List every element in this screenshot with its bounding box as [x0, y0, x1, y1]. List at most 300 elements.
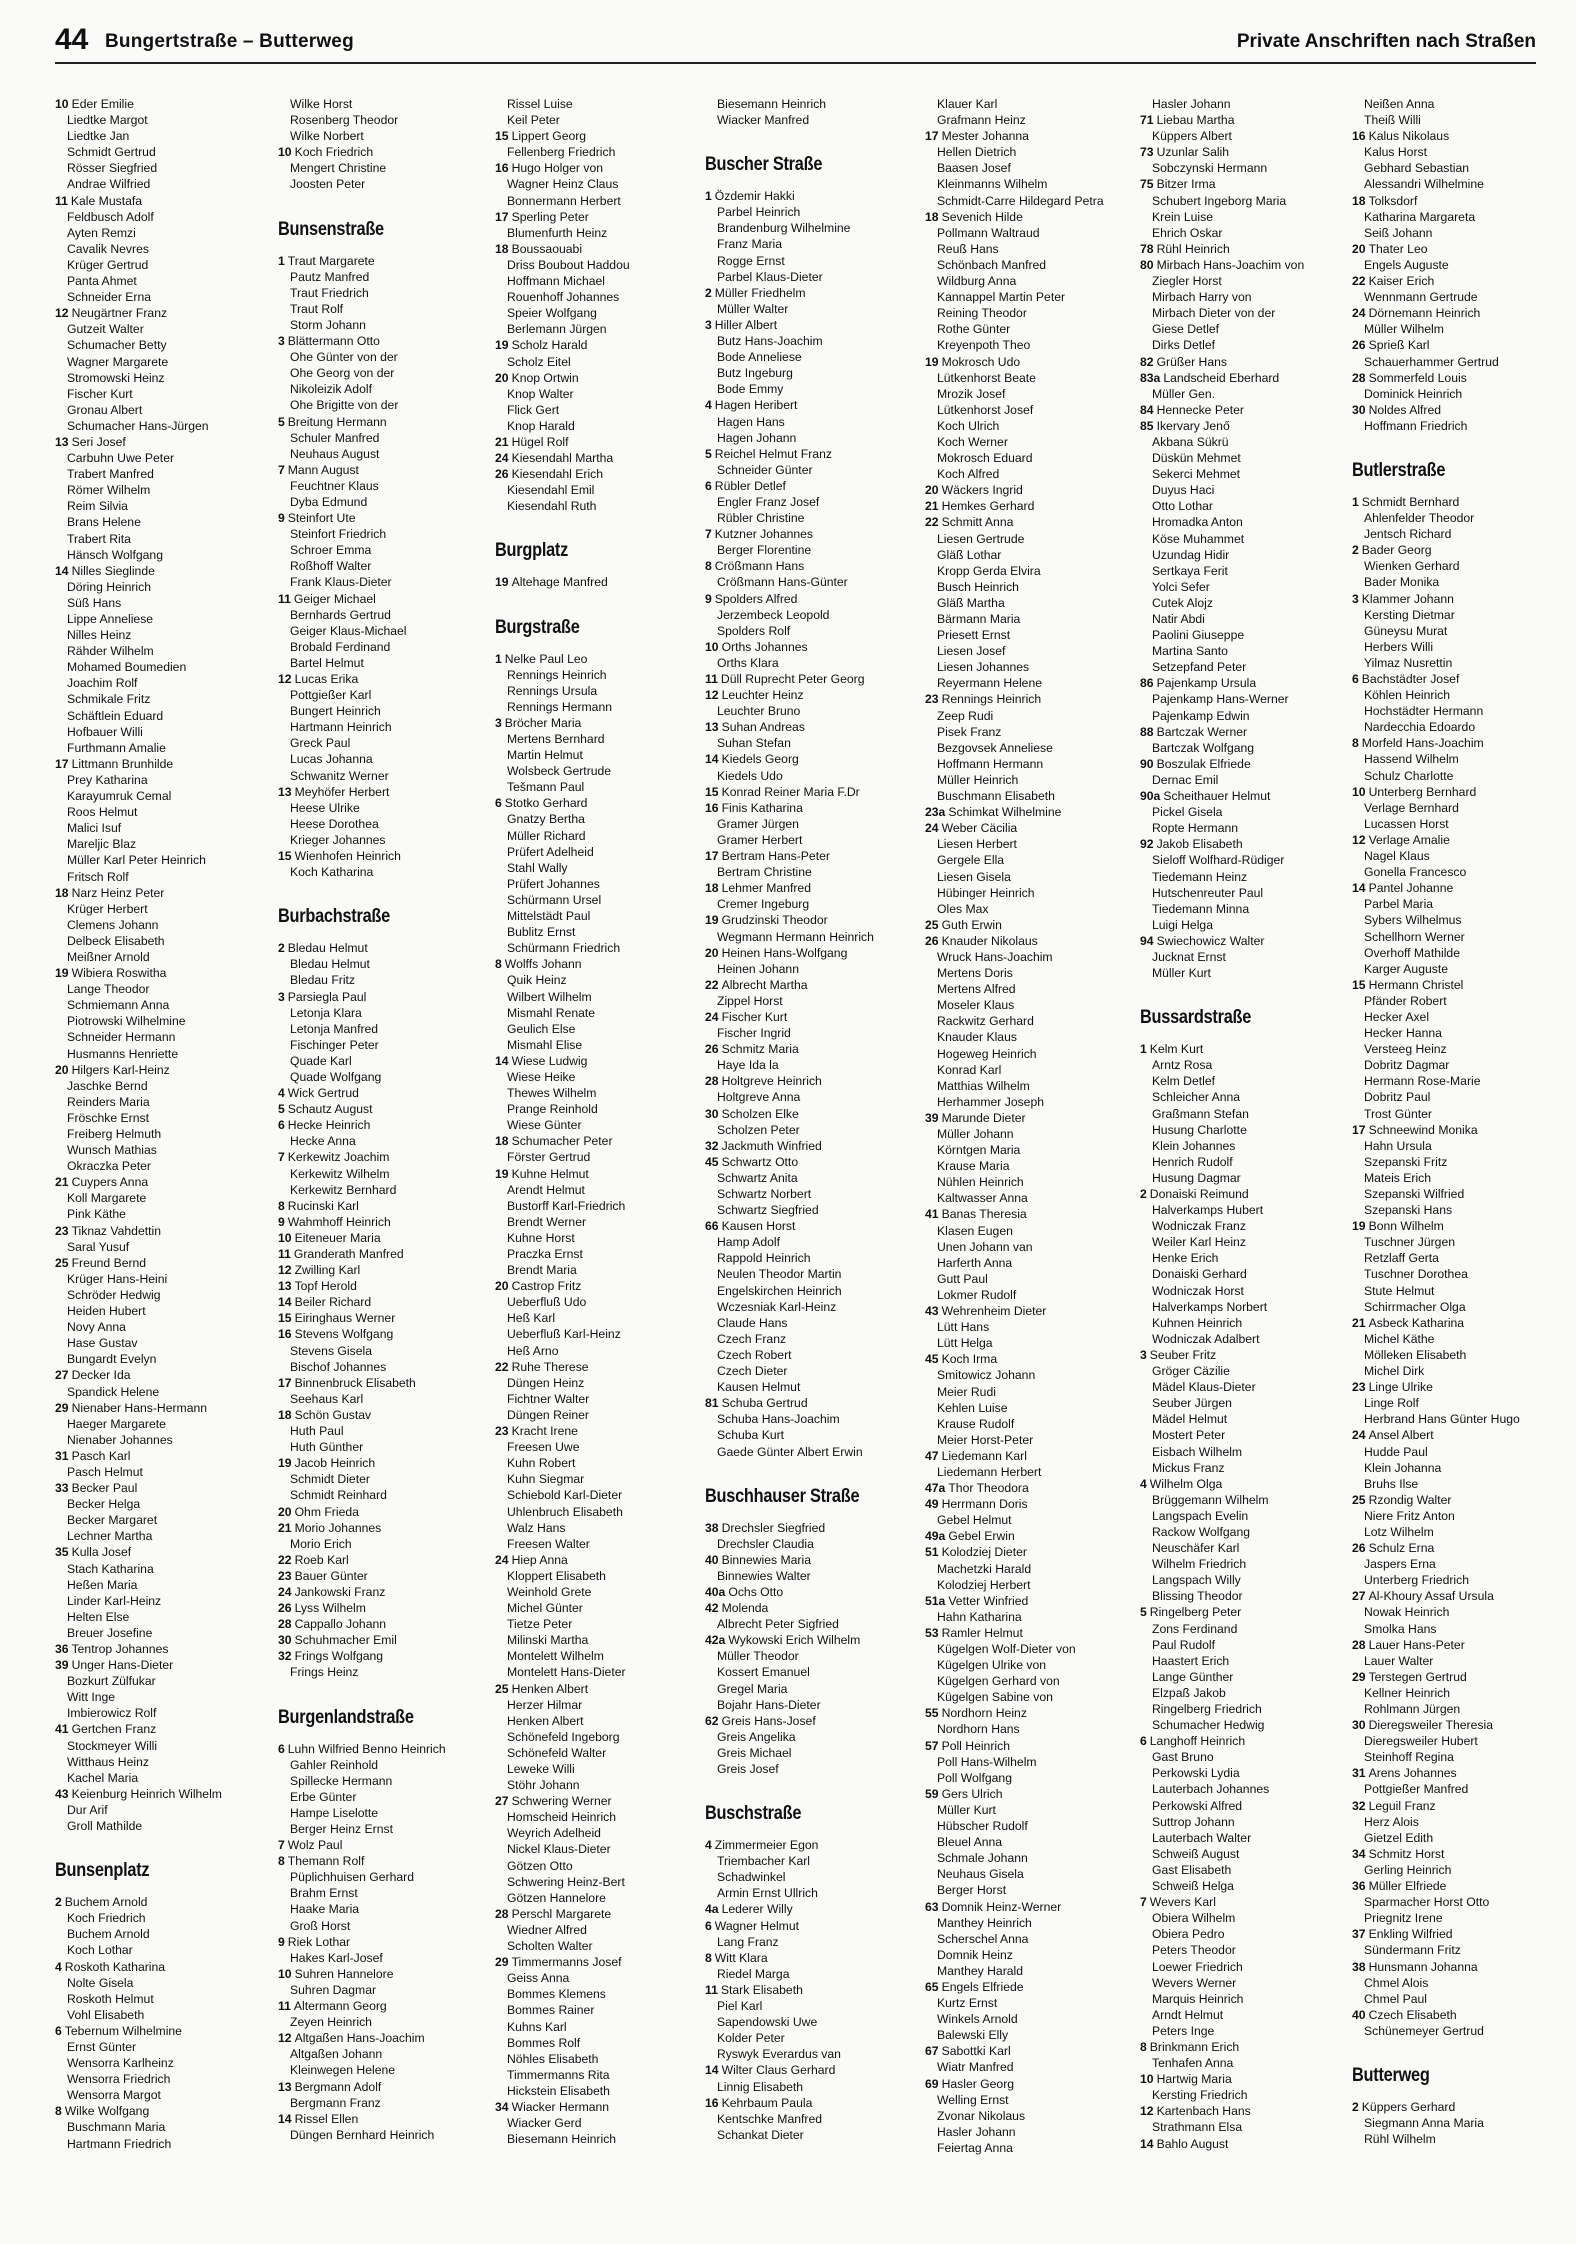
resident-entry: [705, 1331, 917, 1347]
resident-name: Jacob Heinrich: [294, 1456, 376, 1471]
house-number: 23: [925, 692, 939, 707]
resident-entry: [1140, 1781, 1352, 1797]
resident-entry: [55, 1609, 267, 1625]
resident-name: Rothe Günter: [937, 322, 1011, 337]
house-number: 23: [495, 1424, 509, 1439]
resident-name: Wevers Werner: [1152, 1975, 1237, 1990]
resident-name: Knauder Klaus: [937, 1030, 1017, 1045]
resident-entry: [495, 667, 707, 683]
resident-name: Wäckers Ingrid: [941, 483, 1023, 498]
house-number: 14: [495, 1053, 509, 1068]
resident-name: Bruhs Ilse: [1364, 1476, 1419, 1491]
resident-name: Ernst Günter: [67, 2039, 137, 2054]
resident-name: Ueberfluß Karl-Heinz: [507, 1327, 621, 1342]
resident-entry: [495, 1101, 707, 1117]
resident-entry: [495, 1536, 707, 1552]
resident-entry: [278, 1021, 490, 1037]
resident-name: Morfeld Hans-Joachim: [1361, 736, 1484, 751]
resident-name: Schönefeld Ingeborg: [507, 1729, 620, 1744]
resident-entry: [925, 595, 1137, 611]
resident-name: Szepanski Hans: [1364, 1203, 1453, 1218]
resident-name: Bröcher Maria: [504, 715, 582, 730]
resident-entry: [1140, 386, 1352, 402]
resident-entry: [1352, 977, 1564, 993]
resident-entry: [1352, 1202, 1564, 1218]
resident-entry: [55, 482, 267, 498]
resident-name: Frings Heinz: [290, 1665, 359, 1680]
resident-name: Krüger Gertrud: [67, 257, 149, 272]
resident-name: Wilhelm Friedrich: [1152, 1557, 1247, 1572]
resident-entry: [1352, 558, 1564, 574]
resident-name: Mickus Franz: [1152, 1460, 1225, 1475]
resident-name: Wegmann Hermann Heinrich: [717, 929, 874, 944]
house-number: 65: [925, 1979, 939, 1994]
resident-name: Quade Wolfgang: [290, 1069, 382, 1084]
resident-name: Schumacher Hedwig: [1152, 1718, 1265, 1733]
house-number: 14: [1352, 881, 1366, 896]
resident-entry: [55, 756, 267, 772]
resident-name: Delbeck Elisabeth: [67, 933, 165, 948]
resident-name: Schuhmacher Emil: [294, 1633, 397, 1648]
resident-entry: [278, 768, 490, 784]
resident-entry: [925, 1770, 1137, 1786]
resident-entry: [925, 2124, 1137, 2140]
resident-name: Gebhard Sebastian: [1364, 161, 1470, 176]
resident-entry: [495, 989, 707, 1005]
resident-entry: [1352, 1347, 1564, 1363]
resident-entry: [1352, 591, 1564, 607]
resident-entry: [278, 956, 490, 972]
resident-name: Rühl Wilhelm: [1364, 2132, 1436, 2147]
resident-entry: [925, 2108, 1137, 2124]
resident-name: Engels Auguste: [1364, 257, 1449, 272]
resident-name: Langhoff Heinrich: [1149, 1734, 1246, 1749]
resident-name: Heese Ulrike: [290, 800, 360, 815]
resident-entry: [495, 289, 707, 305]
resident-name: Blumenfurth Heinz: [507, 225, 608, 240]
resident-entry: [278, 112, 490, 128]
resident-name: Bartczak Wolfgang: [1152, 740, 1255, 755]
resident-entry: [278, 333, 490, 349]
resident-name: Wodniczak Adalbert: [1152, 1331, 1260, 1346]
resident-entry: [1140, 2136, 1352, 2152]
resident-name: Witt Inge: [67, 1690, 116, 1705]
house-number: 81: [705, 1396, 719, 1411]
house-number: 3: [278, 334, 285, 349]
resident-name: Kolodziej Dieter: [941, 1545, 1027, 1560]
resident-entry: [705, 1729, 917, 1745]
resident-name: Wodniczak Franz: [1152, 1219, 1246, 1234]
resident-name: Reim Silvia: [67, 499, 128, 514]
resident-name: Weyrich Adelheid: [507, 1826, 601, 1841]
resident-entry: [1140, 466, 1352, 482]
resident-entry: [278, 397, 490, 413]
resident-entry: [278, 1246, 490, 1262]
resident-name: Drechsler Siegfried: [721, 1520, 826, 1535]
resident-name: Narz Heinz Peter: [71, 885, 165, 900]
resident-entry: [1352, 1588, 1564, 1604]
house-number: 12: [278, 1263, 292, 1278]
resident-entry: [495, 1568, 707, 1584]
resident-entry: [705, 1154, 917, 1170]
directory-column-6: [1140, 96, 1352, 2152]
resident-name: Kerkewitz Bernhard: [290, 1182, 397, 1197]
resident-name: Fischer Kurt: [67, 386, 133, 401]
resident-entry: [705, 2030, 917, 2046]
resident-entry: [495, 1745, 707, 1761]
resident-name: Liesen Herbert: [937, 837, 1017, 852]
resident-entry: [278, 1664, 490, 1680]
house-number: 36: [1352, 1879, 1366, 1894]
resident-entry: [55, 370, 267, 386]
resident-entry: [55, 2136, 267, 2152]
house-number: 20: [1352, 241, 1366, 256]
house-number: 6: [705, 478, 712, 493]
resident-name: Verlage Bernhard: [1364, 800, 1459, 815]
resident-name: Süß Hans: [67, 595, 122, 610]
resident-entry: [495, 574, 707, 590]
resident-entry: [278, 719, 490, 735]
house-number: 28: [1352, 370, 1366, 385]
resident-entry: [705, 1681, 917, 1697]
resident-name: Scholz Harald: [511, 338, 588, 353]
resident-name: Koch Friedrich: [294, 145, 374, 160]
resident-name: Pajenkamp Hans-Werner: [1152, 692, 1289, 707]
resident-name: Hermann Christel: [1368, 977, 1464, 992]
resident-name: Mismahl Renate: [507, 1005, 596, 1020]
resident-name: Andrae Wilfried: [67, 177, 151, 192]
resident-entry: [55, 643, 267, 659]
resident-entry: [495, 193, 707, 209]
resident-entry: [278, 144, 490, 160]
resident-entry: [278, 1262, 490, 1278]
resident-entry: [1140, 852, 1352, 868]
resident-name: Tuschner Jürgen: [1364, 1235, 1456, 1250]
resident-name: Feuchtner Klaus: [290, 478, 379, 493]
resident-entry: [705, 1520, 917, 1536]
house-number: 28: [705, 1074, 719, 1089]
resident-name: Hasler Johann: [1152, 97, 1231, 111]
house-number: 37: [1352, 1927, 1366, 1942]
house-number: 12: [1352, 832, 1366, 847]
resident-name: Flick Gert: [507, 402, 560, 417]
resident-name: Dominick Heinrich: [1364, 386, 1463, 401]
resident-name: Suhan Andreas: [721, 720, 805, 735]
resident-name: Fischer Ingrid: [717, 1026, 791, 1041]
resident-entry: [925, 176, 1137, 192]
resident-entry: [278, 1885, 490, 1901]
house-number: 11: [705, 672, 718, 686]
house-number: 3: [705, 317, 712, 332]
resident-name: Mengert Christine: [290, 161, 387, 176]
resident-name: Kannappel Martin Peter: [937, 290, 1066, 305]
resident-entry: [278, 2111, 490, 2127]
resident-name: Hahn Katharina: [937, 1609, 1022, 1624]
resident-entry: [495, 1858, 707, 1874]
resident-entry: [1352, 542, 1564, 558]
resident-name: Butz Ingeburg: [717, 366, 793, 381]
house-number: 31: [55, 1448, 69, 1463]
resident-name: Sparmacher Horst Otto: [1364, 1895, 1490, 1910]
resident-name: Grüßer Hans: [1156, 354, 1227, 369]
resident-name: Wilke Wolfgang: [64, 2104, 150, 2119]
resident-name: Wensorra Karlheinz: [67, 2056, 174, 2071]
street-heading: Butlerstraße: [1352, 459, 1446, 481]
house-number: 38: [1352, 1959, 1366, 1974]
resident-entry: [1140, 1347, 1352, 1363]
resident-entry: [495, 2035, 707, 2051]
resident-name: Fischinger Peter: [290, 1037, 379, 1052]
resident-entry: [1352, 687, 1564, 703]
resident-entry: [1352, 112, 1564, 128]
resident-name: Mirbach Dieter von der: [1152, 306, 1276, 321]
resident-name: Ramler Helmut: [941, 1625, 1023, 1640]
resident-name: Milinski Martha: [507, 1633, 589, 1648]
resident-entry: [278, 1069, 490, 1085]
resident-entry: [495, 160, 707, 176]
house-number: 62: [705, 1713, 719, 1728]
resident-name: Arendt Helmut: [507, 1182, 585, 1197]
resident-name: Traut Rolf: [290, 301, 344, 316]
resident-name: Lucassen Horst: [1364, 816, 1449, 831]
resident-name: Rucinski Karl: [287, 1198, 359, 1213]
resident-entry: [1140, 1926, 1352, 1942]
resident-entry: [925, 1544, 1137, 1560]
resident-name: Rissel Luise: [507, 97, 573, 111]
resident-entry: [278, 848, 490, 864]
resident-entry: [55, 1384, 267, 1400]
house-number: 11: [705, 1982, 718, 1997]
resident-name: Kiedels Georg: [721, 752, 799, 767]
resident-name: Granderath Manfred: [293, 1247, 404, 1261]
resident-entry: [55, 1013, 267, 1029]
resident-entry: [925, 1351, 1137, 1367]
resident-entry: [1352, 1411, 1564, 1427]
resident-entry: [278, 1648, 490, 1664]
resident-entry: [278, 1616, 490, 1632]
resident-name: Pink Käthe: [67, 1207, 126, 1222]
resident-entry: [55, 2055, 267, 2071]
resident-entry: [1140, 1508, 1352, 1524]
house-number: 2: [1352, 543, 1359, 558]
resident-name: Schwartz Otto: [721, 1154, 799, 1169]
resident-name: Wodniczak Horst: [1152, 1283, 1244, 1298]
resident-entry: [1352, 1685, 1564, 1701]
resident-name: Poll Heinrich: [941, 1738, 1010, 1753]
resident-name: Wruck Hans-Joachim: [937, 949, 1053, 964]
resident-name: Liebau Martha: [1156, 113, 1235, 128]
resident-entry: [278, 526, 490, 542]
resident-entry: [705, 1584, 917, 1600]
resident-name: Haastert Erich: [1152, 1653, 1230, 1668]
resident-name: Landscheid Eberhard: [1163, 370, 1280, 385]
resident-entry: [55, 1802, 267, 1818]
resident-name: Wunsch Mathias: [67, 1143, 157, 1158]
resident-entry: [55, 1641, 267, 1657]
resident-name: Schmitz Horst: [1368, 1846, 1445, 1861]
house-number: 25: [55, 1255, 69, 1270]
resident-name: Paolini Giuseppe: [1152, 628, 1245, 643]
resident-name: Wilter Claus Gerhard: [721, 2063, 836, 2078]
resident-name: Scherschel Anna: [937, 1931, 1029, 1946]
resident-entry: [1352, 1540, 1564, 1556]
resident-name: Wykowski Erich Wilhelm: [728, 1633, 861, 1648]
resident-entry: [55, 96, 267, 112]
house-number: 8: [495, 957, 502, 972]
resident-entry: [55, 1770, 267, 1786]
resident-entry: [278, 1343, 490, 1359]
resident-entry: [278, 687, 490, 703]
resident-name: Sobczynski Hermann: [1152, 161, 1268, 176]
resident-name: Schmitt Anna: [941, 515, 1014, 530]
resident-entry: [1352, 193, 1564, 209]
resident-name: Kurtz Ernst: [937, 1996, 998, 2011]
resident-entry: [55, 498, 267, 514]
house-number: 26: [495, 467, 509, 482]
house-number: 20: [925, 483, 939, 498]
resident-entry: [55, 1625, 267, 1641]
house-number: 39: [55, 1658, 69, 1673]
resident-entry: [1140, 1266, 1352, 1282]
resident-entry: [705, 285, 917, 301]
resident-entry: [925, 708, 1137, 724]
resident-name: Pasch Helmut: [67, 1464, 143, 1479]
resident-name: Suhren Dagmar: [290, 1982, 377, 1997]
resident-entry: [495, 1214, 707, 1230]
resident-name: Montelett Wilhelm: [507, 1649, 604, 1664]
resident-name: Bonn Wilhelm: [1368, 1219, 1444, 1234]
resident-name: Neulen Theodor Martin: [717, 1267, 842, 1282]
house-number: 57: [925, 1738, 939, 1753]
resident-name: Saral Yusuf: [67, 1239, 130, 1254]
house-number: 22: [705, 977, 719, 992]
resident-name: Kiedels Udo: [717, 768, 783, 783]
resident-entry: [55, 901, 267, 917]
resident-entry: [495, 1037, 707, 1053]
resident-name: Drechsler Claudia: [717, 1536, 814, 1551]
resident-name: Riedel Marga: [717, 1966, 790, 1981]
resident-name: Krieger Johannes: [290, 832, 386, 847]
resident-name: Wolz Paul: [287, 1838, 343, 1853]
resident-name: Schirrmacher Olga: [1364, 1299, 1466, 1314]
resident-entry: [1352, 1894, 1564, 1910]
house-number: 22: [495, 1359, 509, 1374]
resident-name: Banas Theresia: [941, 1207, 1027, 1222]
resident-name: Wiacker Manfred: [717, 113, 810, 128]
house-number: 18: [278, 1407, 292, 1422]
resident-entry: [705, 1901, 917, 1917]
resident-entry: [1352, 1218, 1564, 1234]
resident-entry: [278, 1837, 490, 1853]
resident-name: Unger Hans-Dieter: [71, 1658, 174, 1673]
resident-name: Suttrop Johann: [1152, 1814, 1235, 1829]
resident-name: Heß Karl: [507, 1311, 556, 1326]
house-number: 7: [278, 1150, 285, 1165]
resident-entry: [1352, 993, 1564, 1009]
resident-entry: [278, 1294, 490, 1310]
resident-name: Joosten Peter: [290, 177, 366, 192]
resident-name: Michel Dirk: [1364, 1364, 1425, 1379]
resident-name: Koll Margarete: [67, 1191, 147, 1206]
resident-entry: [1352, 1427, 1564, 1443]
resident-entry: [925, 1190, 1137, 1206]
resident-name: Gläß Lothar: [937, 547, 1002, 562]
resident-entry: [55, 2119, 267, 2135]
house-number: 12: [278, 2031, 292, 2046]
resident-entry: [705, 1347, 917, 1363]
house-number: 15: [495, 129, 509, 144]
resident-entry: [705, 1315, 917, 1331]
resident-name: Mokrosch Udo: [941, 354, 1021, 369]
resident-entry: [705, 784, 917, 800]
resident-name: Schmidt Dieter: [290, 1472, 370, 1487]
resident-entry: [495, 1600, 707, 1616]
resident-name: Ueberfluß Udo: [507, 1295, 587, 1310]
resident-name: Ohm Frieda: [294, 1504, 359, 1519]
resident-entry: [925, 1158, 1137, 1174]
resident-entry: [55, 1721, 267, 1737]
house-number: 25: [495, 1681, 509, 1696]
resident-name: Schmidt Gertrud: [67, 145, 156, 160]
resident-name: Hügel Rolf: [511, 434, 569, 449]
resident-name: Yolci Sefer: [1152, 579, 1210, 594]
resident-entry: [705, 912, 917, 928]
resident-name: Roskoth Katharina: [64, 1959, 166, 1974]
resident-entry: [705, 462, 917, 478]
resident-entry: [705, 735, 917, 751]
resident-entry: [705, 365, 917, 381]
resident-name: Bergmann Adolf: [294, 2079, 382, 2094]
resident-entry: [1140, 1765, 1352, 1781]
resident-name: Schneider Hermann: [67, 1030, 176, 1045]
house-number: 11: [278, 1247, 291, 1261]
resident-name: Geiger Michael: [293, 591, 376, 606]
resident-name: Praczka Ernst: [507, 1247, 583, 1261]
resident-entry: [925, 643, 1137, 659]
resident-entry: [1140, 1604, 1352, 1620]
resident-entry: [925, 1400, 1137, 1416]
resident-name: Stahl Wally: [507, 860, 568, 875]
resident-name: Wiatr Manfred: [937, 2060, 1014, 2075]
resident-entry: [495, 1117, 707, 1133]
resident-entry: [55, 160, 267, 176]
resident-entry: [925, 997, 1137, 1013]
resident-entry: [495, 1874, 707, 1890]
resident-entry: [705, 1632, 917, 1648]
resident-entry: [1352, 241, 1564, 257]
resident-entry: [925, 1319, 1137, 1335]
resident-entry: [1140, 1138, 1352, 1154]
resident-entry: [55, 1942, 267, 1958]
resident-entry: [925, 1239, 1137, 1255]
resident-entry: [495, 1487, 707, 1503]
resident-name: Schwering Heinz-Bert: [507, 1874, 625, 1889]
resident-name: Riek Lothar: [287, 1934, 351, 1949]
house-number: 43: [925, 1304, 939, 1319]
resident-entry: [495, 1970, 707, 1986]
house-number: 24: [495, 1552, 509, 1567]
resident-name: Wiacker Gerd: [507, 2116, 582, 2131]
resident-entry: [705, 800, 917, 816]
resident-entry: [55, 1673, 267, 1689]
resident-entry: [278, 1037, 490, 1053]
resident-name: Brans Helene: [67, 515, 141, 530]
resident-entry: [1352, 1266, 1564, 1282]
resident-name: Mirbach Harry von: [1152, 290, 1252, 305]
resident-entry: [495, 1005, 707, 1021]
resident-name: Tenhafen Anna: [1152, 2056, 1234, 2071]
resident-name: Koch Alfred: [937, 467, 1000, 482]
